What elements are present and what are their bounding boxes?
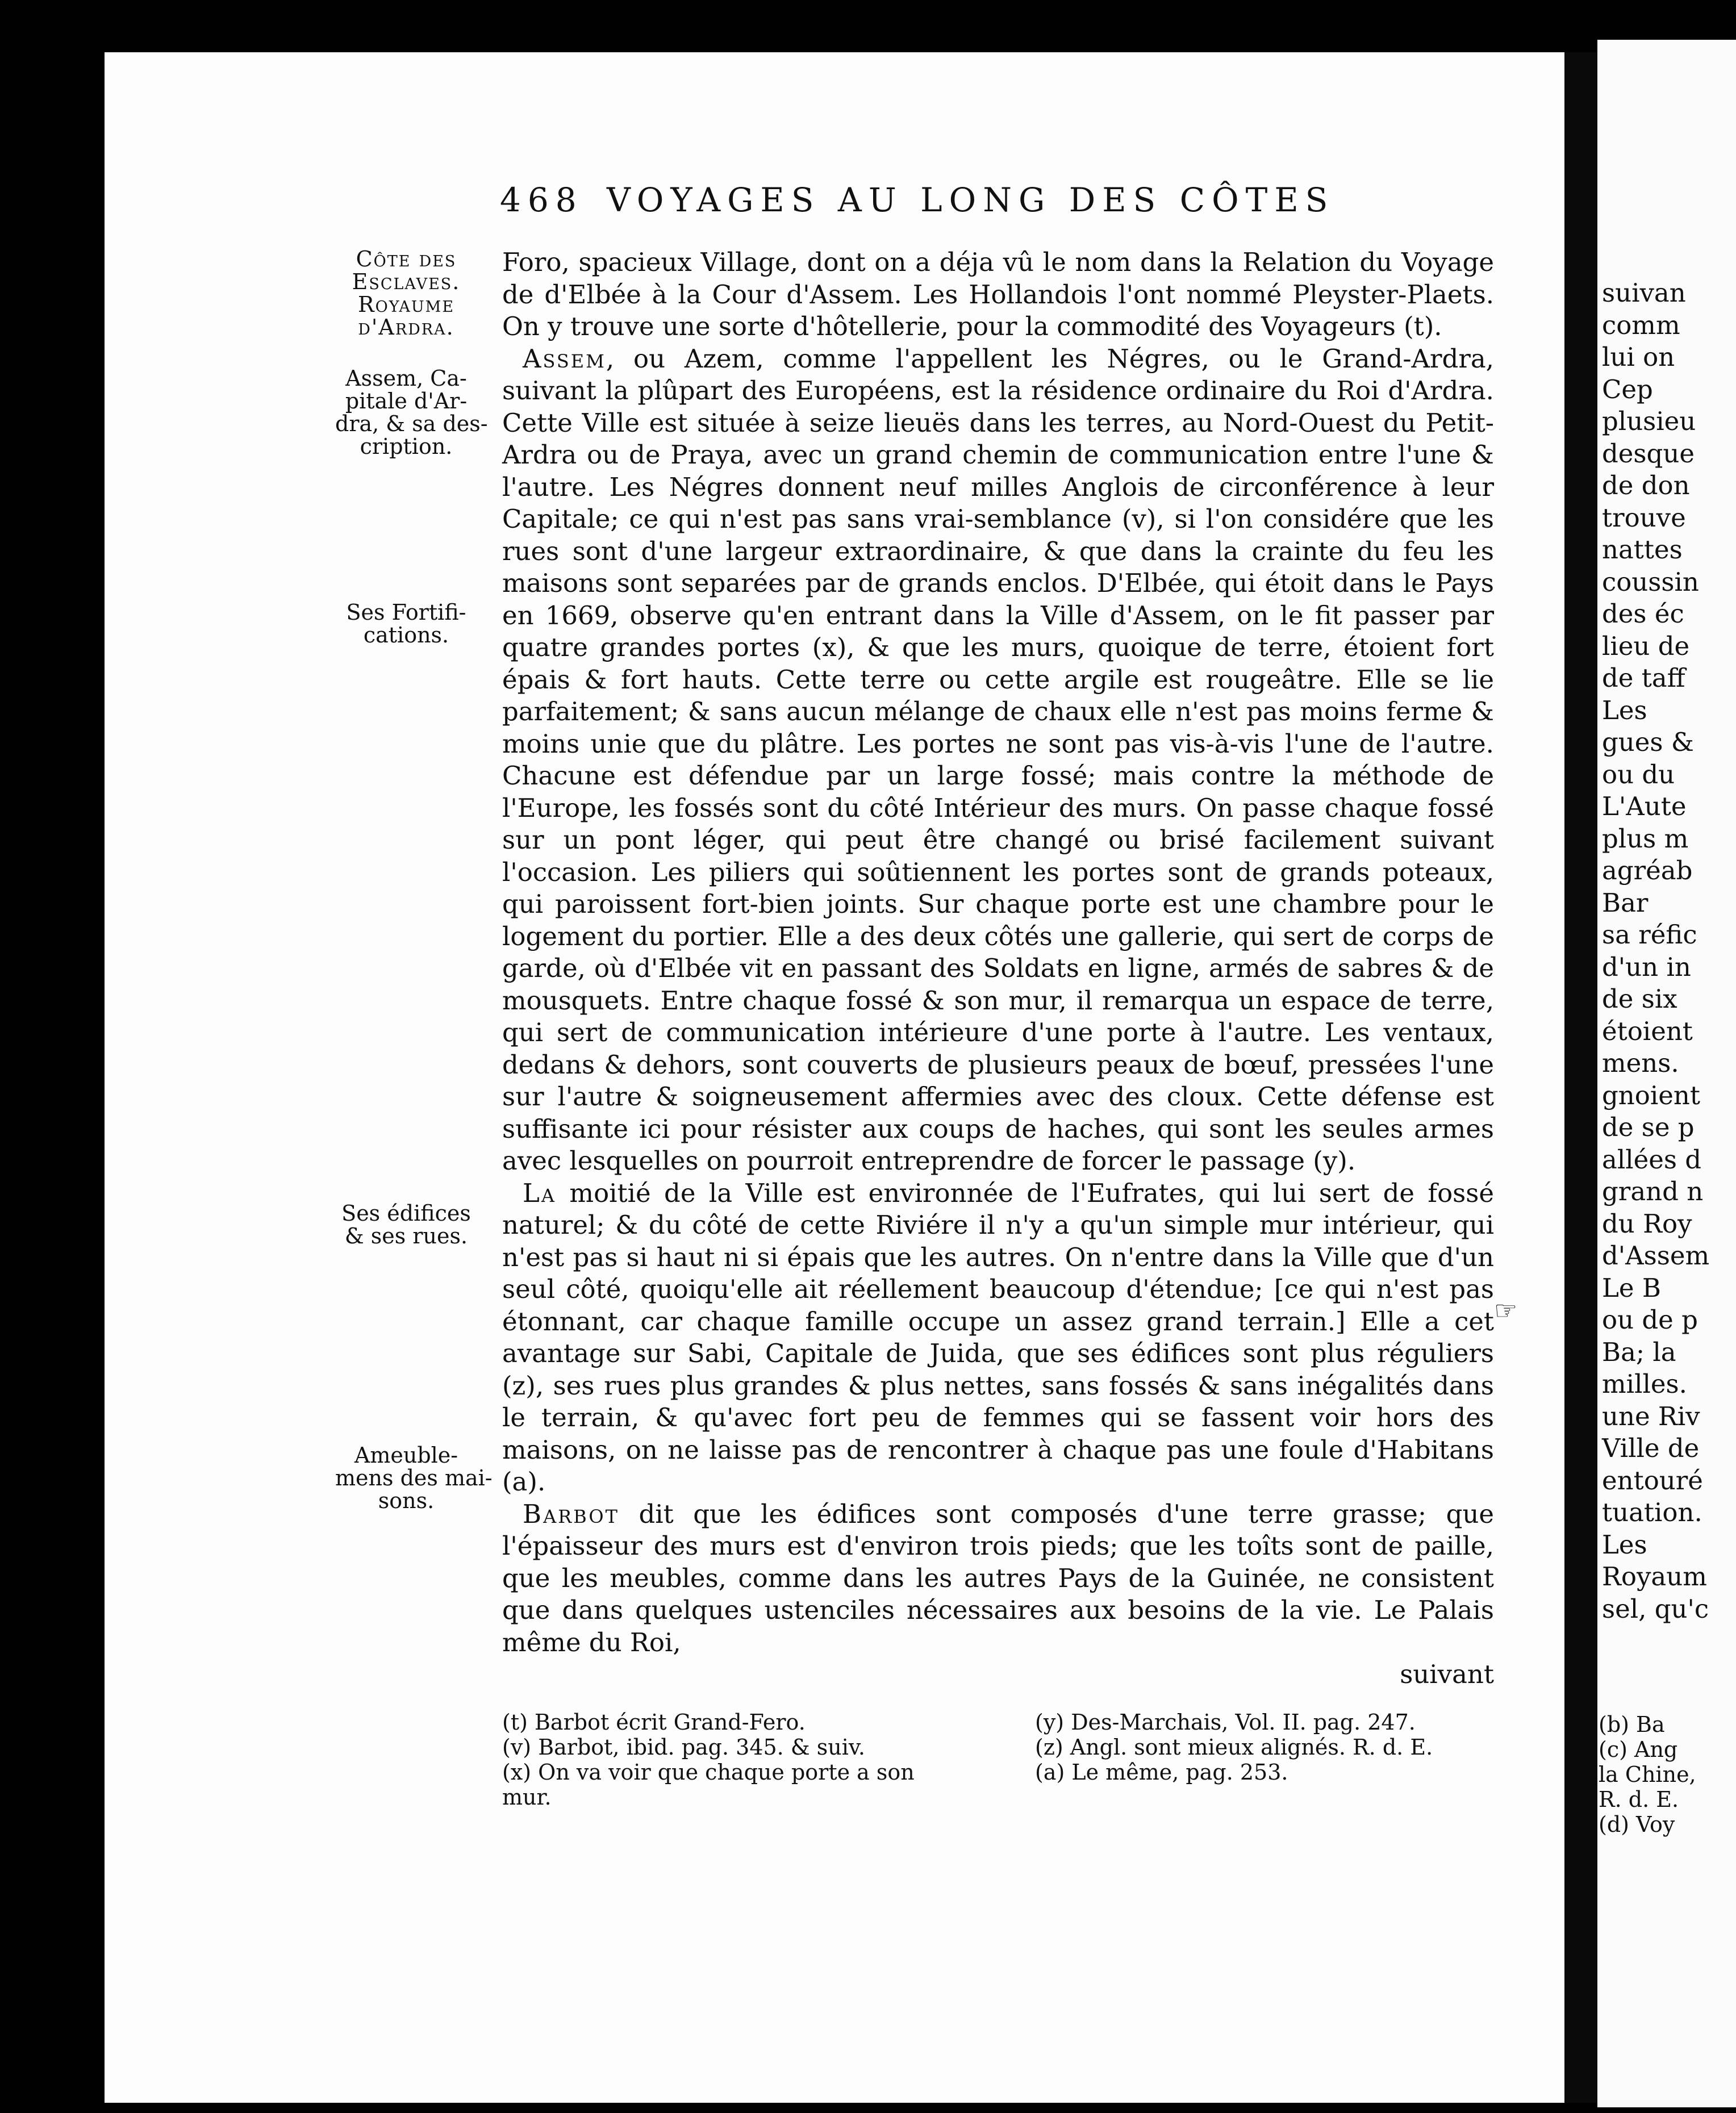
paragraph-lead: Barbot: [523, 1498, 619, 1529]
facing-page-line: agréab: [1602, 855, 1693, 886]
sidenote-line: Côte des: [356, 247, 457, 272]
sidenote-line: mens des mai-: [335, 1465, 493, 1490]
sidenote-line: d'Ardra.: [358, 315, 454, 340]
footnote: (z) Angl. sont mieux alignés. R. d. E.: [1035, 1735, 1433, 1760]
facing-page-line: de se p: [1602, 1112, 1695, 1142]
facing-page-footnote: la Chine,: [1599, 1762, 1696, 1787]
facing-page-line: grand n: [1602, 1176, 1704, 1206]
facing-page-line: mens.: [1602, 1048, 1679, 1078]
facing-page-line: desque: [1602, 438, 1695, 469]
sidenote-line: sons.: [378, 1488, 435, 1513]
facing-page-line: gnoient: [1602, 1080, 1700, 1110]
sidenote-line: Royaume: [357, 292, 455, 317]
facing-page-line: Royaum: [1602, 1561, 1707, 1592]
facing-page-line: tuation.: [1602, 1497, 1702, 1527]
sidenote-edifices: [335, 1202, 477, 1247]
paragraph-lead: La: [523, 1177, 556, 1208]
sidenote-line: Ses édifices: [341, 1201, 471, 1226]
facing-page-text: [1602, 277, 1709, 1625]
facing-page-line: du Roy: [1602, 1208, 1692, 1239]
facing-page-line: entouré: [1602, 1465, 1703, 1496]
facing-page-line: étoient: [1602, 1016, 1693, 1046]
paragraph-text: dit que les édifices sont composés d'une terre grasse; que l'épaisseur des murs est d'environ trois pieds; que les toîts sont de paille, que les meubles, comme dans les autres Pays de la Guinée, ne consistent que dans quelques ustenciles nécessaires aux besoins de la vie. Le Palais même du Roi,: [502, 1498, 1494, 1657]
footnote: (v) Barbot, ibid. pag. 345. & suiv.: [502, 1735, 865, 1760]
facing-page-line: de taff: [1602, 663, 1685, 693]
facing-page-footnote: (b) Ba: [1599, 1712, 1665, 1737]
body-text: [502, 247, 1494, 1691]
facing-page-line: milles.: [1602, 1369, 1687, 1399]
facing-page-line: Bar: [1602, 887, 1649, 918]
book-gutter: [1564, 52, 1597, 2103]
facing-page-line: lieu de: [1602, 630, 1690, 661]
facing-page-line: Ba; la: [1602, 1337, 1676, 1367]
facing-page-line: trouve: [1602, 502, 1686, 533]
footnote: (t) Barbot écrit Grand-Fero.: [502, 1710, 806, 1735]
facing-page-line: coussin: [1602, 566, 1699, 597]
facing-page-footnotes: [1599, 1712, 1696, 1837]
facing-page-line: d'Assem: [1602, 1241, 1710, 1271]
facing-page-line: de six: [1602, 984, 1677, 1014]
sidenote-fortifications: [335, 601, 477, 646]
manicule-icon: ☞: [1494, 1295, 1518, 1326]
facing-page-line: plus m: [1602, 823, 1689, 854]
sidenote-line: Ameuble-: [354, 1443, 458, 1468]
sidenote-assem: [335, 366, 488, 459]
paragraph-lead: Assem: [523, 343, 606, 374]
facing-page-line: suivan: [1602, 278, 1686, 308]
footnote: (y) Des-Marchais, Vol. II. pag. 247.: [1035, 1710, 1416, 1735]
paragraph-assem: [502, 343, 1494, 1177]
paragraph-foro: Foro, spacieux Village, dont on a déja vû le nom dans la Relation du Voyage de d'Elbée à la Cour d'Assem. Les Hollandois l'ont nommé Pleyster-Plaets. On y trouve une sorte d'hôtellerie, pour la commodité des Voyageurs (t).: [502, 247, 1494, 341]
facing-page-footnote: (d) Voy: [1599, 1812, 1675, 1837]
facing-page-line: Les: [1602, 1529, 1647, 1560]
facing-page-line: L'Aute: [1602, 791, 1687, 821]
facing-page-line: d'un in: [1602, 951, 1691, 982]
facing-page-footnote: R. d. E.: [1599, 1787, 1679, 1812]
facing-page-line: ou du: [1602, 759, 1675, 790]
facing-page-line: comm: [1602, 310, 1680, 340]
footnote: (a) Le même, pag. 253.: [1035, 1760, 1288, 1785]
running-title: VOYAGES AU LONG DES CÔTES: [607, 181, 1335, 219]
footnotes-right: [1035, 1710, 1501, 1785]
facing-page-line: allées d: [1602, 1144, 1702, 1175]
footnotes-left: [502, 1710, 979, 1810]
footnote: mur.: [502, 1785, 552, 1810]
facing-page-line: lui on: [1602, 342, 1675, 372]
facing-page-line: des éc: [1602, 599, 1684, 629]
paragraph-text: moitié de la Ville est environnée de l'Eufrates, qui lui sert de fossé naturel; & du côté de cette Riviére il n'y a qu'un simple mur intérieur, qui n'est pas si haut ni si épais que les autres. On n'entre dans la Ville que d'un seul côté, quoiqu'elle ait réellement beaucoup d'étendue; [ce qui n'est pas étonnant, car chaque famille occupe un assez grand terrain.] Elle a cet avantage sur Sabi, Capitale de Juida, que ses édifices sont plus réguliers (z), ses rues plus grandes & plus nettes, sans fossés & sans inégalités dans le terrain, & qu'avec fort peu de femmes qui se fassent voir hors des maisons, on ne laisse pas de rencontrer à chaque pas une foule d'Habitans (a).: [502, 1177, 1494, 1497]
sidenote-meubles: [335, 1443, 493, 1513]
sidenote-line: dra, & sa des-: [335, 411, 488, 436]
facing-page-line: plusieu: [1602, 406, 1696, 436]
sidenote-region: [335, 248, 477, 339]
paragraph-eufrates: [502, 1177, 1494, 1498]
facing-page-footnote: (c) Ang: [1599, 1737, 1678, 1762]
sidenote-line: Esclaves.: [352, 269, 461, 294]
sidenote-line: Assem, Ca-: [345, 366, 467, 391]
facing-page-line: une Riv: [1602, 1401, 1700, 1431]
facing-page-line: Cep: [1602, 374, 1653, 404]
sidenote-line: pitale d'Ar-: [345, 389, 468, 414]
facing-page-line: nattes: [1602, 534, 1683, 565]
facing-page-line: Les: [1602, 695, 1647, 725]
paragraph-text: , ou Azem, comme l'appellent les Négres, ou le Grand-Ardra, suivant la plûpart des Européens, est la résidence ordinaire du Roi d'Ardra. Cette Ville est située à seize lieuës dans les terres, au Nord-Ouest du Petit-Ardra ou de Praya, avec un grand chemin de communication entre l'une & l'autre. Les Négres donnent neuf milles Anglois de circonférence à leur Capitale; ce qui n'est pas sans vrai-semblance (v), si l'on considére que les rues sont d'une largeur extraordinaire, & que dans la crainte du feu les maisons sont separées par de grands enclos. D'Elbée, qui étoit dans le Pays en 1669, observe qu'en entrant dans la Ville d'Assem, on le fit passer par quatre grandes portes (x), & que les murs, quoique de terre, étoient fort épais & fort hauts. Cette terre ou cette argile est rougeâtre. Elle se lie parfaitement; & sans aucun mélange de chaux elle n'est pas moins ferme & moins unie que du plâtre. Les portes ne sont pas vis-à-vis l'une de l'autre. Chacune est défendue par un large fossé; mais contre la méthode de l'Europe, les fossés sont du côté Intérieur des murs. On passe chaque fossé sur un pont léger, qui peut être changé ou brisé facilement suivant l'occasion. Les piliers qui soûtiennent les portes sont de grands poteaux, qui paroissent fort-bien joints. Sur chaque porte est une chambre pour le logement du portier. Elle a des deux côtés une gallerie, qui sert de corps de garde, où d'Elbée vit en passant des Soldats en ligne, armés de sabres & de mousquets. Entre chaque fossé & son mur, il remarqua un espace de terre, qui sert de communication intérieure d'une porte à l'autre. Les ventaux, dedans & dehors, sont couverts de plusieurs peaux de bœuf, pressées l'une sur l'autre & soigneusement affermies avec des cloux. Cette défense est suffisante ici pour résister aux coups de haches, qui sont les seules armes avec lesquelles on pourroit entreprendre de forcer le passage (y).: [502, 343, 1494, 1176]
book-page-right: [1597, 40, 1736, 2107]
sidenote-line: Ses Fortifi-: [346, 600, 466, 625]
facing-page-line: sa réfic: [1602, 920, 1697, 950]
facing-page-line: gues &: [1602, 727, 1694, 757]
facing-page-line: ou de p: [1602, 1305, 1698, 1335]
sidenote-line: cription.: [360, 434, 453, 459]
footnote: (x) On va voir que chaque porte a son: [502, 1760, 915, 1785]
facing-page-line: Ville de: [1602, 1433, 1700, 1463]
sidenote-line: cations.: [363, 623, 449, 648]
paragraph-barbot: [502, 1498, 1494, 1659]
catchword: suivant: [1400, 1659, 1494, 1689]
facing-page-line: de don: [1602, 470, 1690, 500]
page-number: 468: [500, 181, 583, 219]
facing-page-line: Le B: [1602, 1272, 1661, 1303]
facing-page-line: sel, qu'c: [1602, 1593, 1709, 1624]
sidenote-line: & ses rues.: [344, 1223, 468, 1248]
